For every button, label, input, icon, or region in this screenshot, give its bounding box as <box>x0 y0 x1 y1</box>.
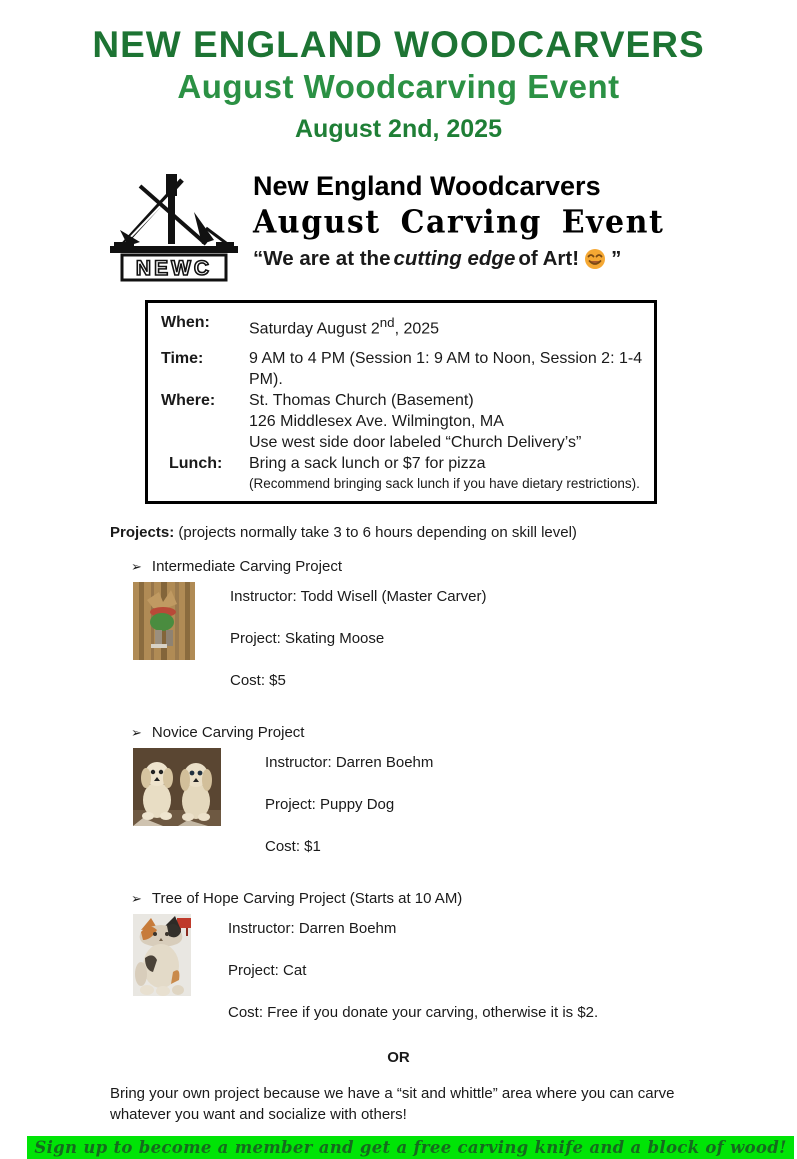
banner-tagline <box>253 247 664 271</box>
info-row-lunch-note <box>161 474 644 493</box>
tagline-italic: cutting edge <box>393 246 516 270</box>
tagline-open: “We are at the <box>253 246 391 270</box>
arrow-bullet-icon: ➢ <box>131 559 142 575</box>
project-name: Project: Puppy Dog <box>265 796 395 814</box>
signup-row <box>0 1136 797 1159</box>
smiling-face-emoji-icon <box>584 248 606 270</box>
project-header-novice <box>131 724 797 741</box>
tagline-mid: of Art! <box>518 246 580 270</box>
project-cost: Cost: $1 <box>265 838 321 856</box>
project-instructor: Instructor: Todd Wisell (Master Carver) <box>230 588 487 606</box>
skating-moose-image <box>133 582 195 660</box>
org-title: NEW ENGLAND WOODCARVERS <box>92 24 705 65</box>
or-separator: OR <box>387 1049 410 1067</box>
projects-label: Projects: <box>110 524 175 542</box>
project-title: Intermediate Carving Project <box>151 558 342 576</box>
projects-note: (projects normally take 3 to 6 hours depending on skill level) <box>174 524 577 542</box>
banner-org-name: New England Woodcarvers <box>253 171 601 202</box>
banner-event-name: August Carving Event <box>253 203 665 241</box>
info-row-time <box>161 348 644 390</box>
info-row-address <box>161 411 644 432</box>
project-block-novice <box>133 748 797 873</box>
project-details <box>230 582 486 707</box>
project-title: Tree of Hope Carving Project (Starts at 10 AM) <box>151 890 463 908</box>
project-title: Novice Carving Project <box>151 724 305 742</box>
event-title: August Woodcarving Event <box>177 67 620 105</box>
when-value: Saturday August 2nd, 2025 <box>249 315 440 338</box>
project-cost: Cost: $5 <box>230 672 286 690</box>
arrow-bullet-icon: ➢ <box>131 725 142 741</box>
project-header-intermediate <box>131 558 797 575</box>
project-details <box>265 748 433 873</box>
project-cost: Cost: Free if you donate your carving, otherwise it is $2. <box>228 1004 599 1022</box>
project-details <box>228 914 598 1039</box>
time-value: 9 AM to 4 PM (Session 1: 9 AM to Noon, Session 2: 1-4 PM). <box>249 350 643 389</box>
when-label: When: <box>161 314 210 332</box>
newc-logo-icon <box>106 168 243 287</box>
projects-section-heading <box>110 524 797 541</box>
info-row-lunch <box>161 453 644 474</box>
info-row-where <box>161 390 644 411</box>
masthead <box>0 0 797 144</box>
project-header-tree-of-hope <box>131 890 797 907</box>
info-row-when <box>161 312 644 339</box>
project-instructor: Instructor: Darren Boehm <box>265 754 434 772</box>
event-info-box <box>145 300 657 504</box>
banner <box>106 168 797 287</box>
where-line1: St. Thomas Church (Basement) <box>249 392 474 410</box>
project-block-intermediate <box>133 582 797 707</box>
when-superscript: nd <box>379 315 395 331</box>
lunch-label: Lunch: <box>169 455 223 473</box>
lunch-value: Bring a sack lunch or $7 for pizza <box>249 455 486 473</box>
where-line3: Use west side door labeled “Church Delivery’s” <box>249 434 582 452</box>
project-instructor: Instructor: Darren Boehm <box>228 920 397 938</box>
puppy-dogs-image <box>133 748 221 826</box>
where-line2: 126 Middlesex Ave. Wilmington, MA <box>249 413 504 431</box>
project-name: Project: Skating Moose <box>230 630 385 648</box>
svg-text:NEWC: NEWC <box>135 257 213 281</box>
info-row-door <box>161 432 644 453</box>
cat-carving-image <box>133 914 191 996</box>
project-name: Project: Cat <box>228 962 307 980</box>
tagline-close: ” <box>611 246 622 270</box>
project-block-tree-of-hope <box>133 914 797 1039</box>
event-date: August 2nd, 2025 <box>295 115 502 144</box>
arrow-bullet-icon: ➢ <box>131 891 142 907</box>
where-label: Where: <box>161 392 216 410</box>
time-label: Time: <box>161 350 204 368</box>
bring-your-own-text: Bring your own project because we have a “sit and whittle” area where you can carve whatever you want and socialize with others! <box>110 1085 675 1124</box>
signup-highlight-text: Sign up to become a member and get a free carving knife and a block of wood! <box>27 1136 793 1159</box>
banner-text <box>253 168 664 271</box>
lunch-note: (Recommend bringing sack lunch if you have dietary restrictions). <box>249 476 640 492</box>
